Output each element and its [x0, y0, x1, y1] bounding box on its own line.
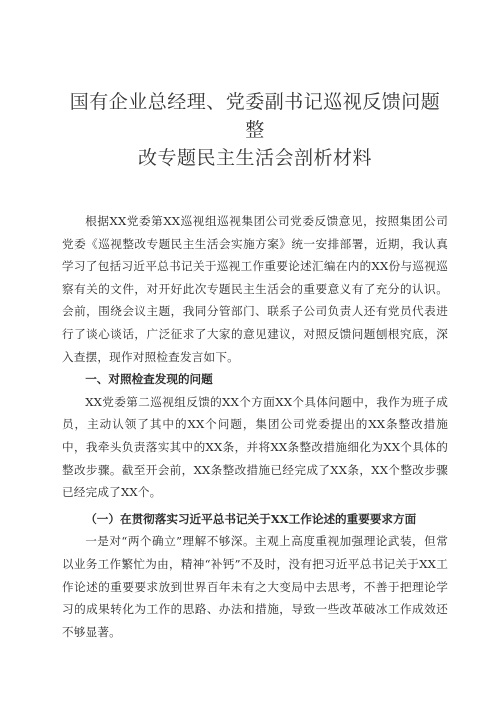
subsection-1-paragraph: 一是对“两个确立”理解不够深。主观上高度重视加强理论武装，但常以业务工作繁忙为由，精神“补钙”不及时，没有把习近平总书记关于XX工作论述的重要要求放到世界百年未有之大变局中去思考，不善于把理论学习的成果转化为工作的思路、办法和措施，导致一些改革破冰工作成效还不够显著。 [62, 534, 448, 639]
document-title [62, 88, 448, 172]
intro-paragraph: 根据XX党委第XX巡视组巡视集团公司党委反馈意见，按照集团公司党委《巡视整改专题民主生活会实施方案》统一安排部署，近期，我认真学习了包括习近平总书记关于巡视工作重要论述汇编在内的XX份与巡视巡察有关的文件，对开好此次专题民主生活会的重要意义有了充分的认识。会前，围绕会议主题，我同分管部门、联系子公司负责人还有党员代表进行了谈心谈话，广泛征求了大家的意见建议，对照反馈问题刨根究底，深入查摆，现作对照检查发言如下。 [62, 214, 448, 364]
document-title-line-2: 改专题民主生活会剖析材料 [137, 147, 372, 169]
section-1-heading: 一、对照检查发现的问题 [85, 372, 213, 387]
document-title-line-1: 国有企业总经理、党委副书记巡视反馈问题整 [69, 91, 441, 141]
section-1-paragraph: XX党委第二巡视组反馈的XX个方面XX个具体问题中，我作为班子成员，主动认领了其中的XX个问题，集团公司党委提出的XX条整改措施中，我牵头负责落实其中的XX条，并将XX条整改措施细化为XX个具体的整改步骤。截至开会前，XX条整改措施已经完成了XX条，XX个整改步骤已经完成了XX个。 [62, 394, 448, 500]
subsection-1-heading: （一）在贯彻落实习近平总书记关于XX工作论述的重要要求方面 [85, 511, 417, 526]
